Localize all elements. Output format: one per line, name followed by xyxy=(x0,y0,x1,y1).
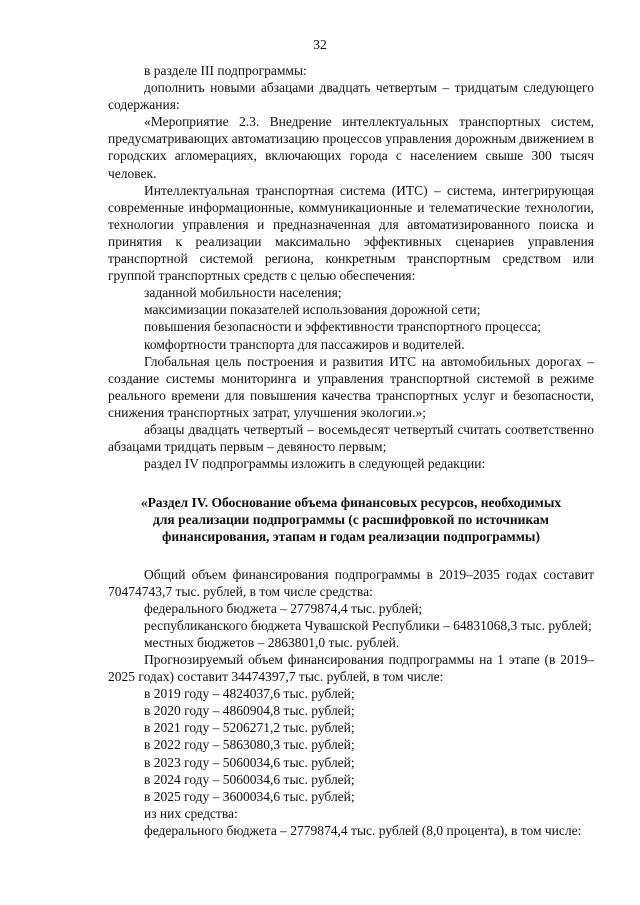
list-item: в 2021 году – 5206271,2 тыс. рублей; xyxy=(144,720,355,736)
list-item: заданной мобильности населения; xyxy=(144,285,342,301)
list-item: в 2024 году – 5060034,6 тыс. рублей; xyxy=(144,771,355,787)
heading-line: для реализации подпрограммы (с расшифровкой по источникам xyxy=(153,512,549,528)
document-body xyxy=(108,62,594,839)
heading-line: финансирования, этапам и годам реализации подпрограммы) xyxy=(162,529,540,545)
list-item: в 2025 году – 3600034,6 тыс. рублей; xyxy=(144,788,355,804)
paragraph: Интеллектуальная транспортная система (ИТС) – система, интегрирующая современные информационные, коммуникационные и телематические технологии, технологии управления и предназначенная для автоматизированного поиска и принятия к реализации максимально эффективных сценариев управления транспортной системой региона, конкретным транспортным средством или группой транспортных средств с целью обеспечения: xyxy=(108,182,594,284)
paragraph: абзацы двадцать четвертый – восемьдесят четвертый считать соответственно абзацами тридцать первым – девяносто первым; xyxy=(108,421,594,455)
list-item: республиканского бюджета Чувашской Республики – 64831068,3 тыс. рублей; xyxy=(144,617,592,633)
paragraph: из них средства: xyxy=(144,805,238,821)
list-item: федерального бюджета – 2779874,4 тыс. рублей; xyxy=(144,600,423,616)
list-item: максимизации показателей использования дорожной сети; xyxy=(144,302,481,318)
paragraph: раздел IV подпрограммы изложить в следующей редакции: xyxy=(144,456,486,472)
list-item: местных бюджетов – 2863801,0 тыс. рублей. xyxy=(144,634,400,650)
paragraph: Общий объем финансирования подпрограммы в 2019–2035 годах составит 70474743,7 тыс. рублей, в том числе средства: xyxy=(108,566,594,599)
section-heading xyxy=(108,494,594,545)
list-item: в 2019 году – 4824037,6 тыс. рублей; xyxy=(144,686,355,702)
list-item: в 2020 году – 4860904,8 тыс. рублей; xyxy=(144,703,355,719)
list-item: в 2023 году – 5060034,6 тыс. рублей; xyxy=(144,754,355,770)
page-number: 32 xyxy=(313,37,327,52)
paragraph: в разделе III подпрограммы: xyxy=(144,63,307,78)
list-item: комфортности транспорта для пассажиров и водителей. xyxy=(144,336,465,352)
list-item: повышения безопасности и эффективности транспортного процесса; xyxy=(144,319,542,335)
list-item: в 2022 году – 5863080,3 тыс. рублей; xyxy=(144,737,355,753)
paragraph: Глобальная цель построения и развития ИТС на автомобильных дорогах – создание системы мониторинга и управления транспортной системой в режиме реального времени для повышения качества транспортных услуг и безопасности, снижения транспортных затрат, улучшения экологии.»; xyxy=(108,353,594,420)
paragraph: дополнить новыми абзацами двадцать четвертым – тридцатым следующего содержания: xyxy=(108,80,594,113)
paragraph: Прогнозируемый объем финансирования подпрограммы на 1 этапе (в 2019–2025 годах) составит 34474397,7 тыс. рублей, в том числе: xyxy=(108,652,594,685)
paragraph: федерального бюджета – 2779874,4 тыс. рублей (8,0 процента), в том числе: xyxy=(144,822,582,838)
paragraph: «Мероприятие 2.3. Внедрение интеллектуальных транспортных систем, предусматривающих автоматизацию процессов управления дорожным движением в городских агломерациях, включающих города с населением свыше 300 тысяч человек. xyxy=(108,114,594,181)
heading-line: «Раздел IV. Обоснование объема финансовых ресурсов, необходимых xyxy=(140,495,562,511)
